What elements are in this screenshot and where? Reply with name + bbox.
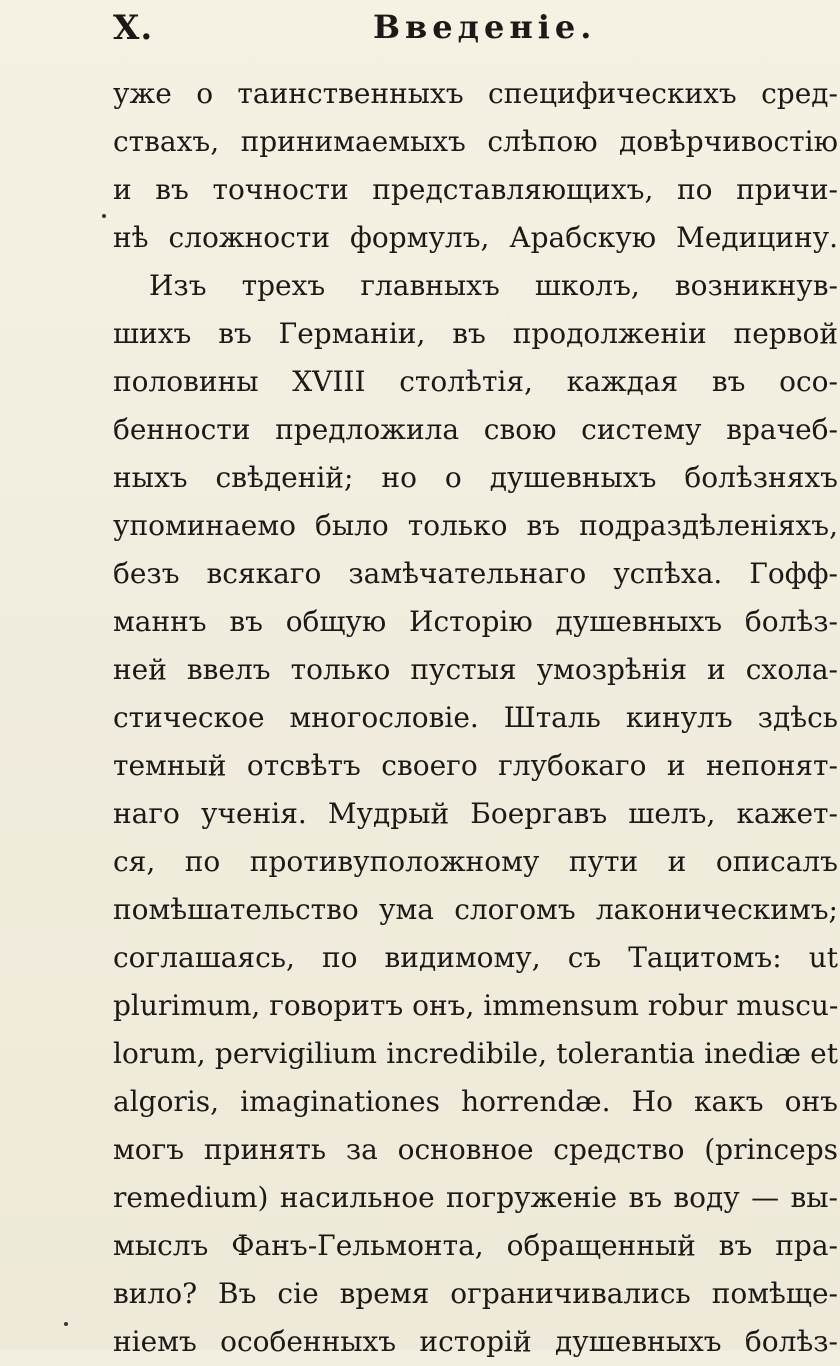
text-line: упоминаемо было только въ подраздѣленiяхъ, [113,509,838,542]
text-line: могъ принять за основное средство (princeps [113,1133,838,1166]
text-line: наго ученiя. Мудрый Боергавъ шелъ, кажет- [113,797,838,830]
text-line: соглашаясь, по видимому, съ Тацитомъ: ut [113,941,838,974]
text-line: уже о таинственныхъ специфическихъ сред- [113,77,838,110]
text-line: маннъ въ общую Исторiю душевныхъ болѣз- [113,605,838,638]
text-line: бенности предложила свою систему врачеб- [113,413,838,446]
text-line: темный отсвѣтъ своего глубокаго и непонят- [113,749,838,782]
running-header [113,8,813,52]
text-line: algoris, imaginationes horrendæ. Но какъ онъ [113,1085,838,1118]
text-line: plurimum, говоритъ онъ, immensum robur muscu- [113,989,838,1022]
text-line: нiемъ особенныхъ исторiй душевныхъ болѣз- [113,1325,838,1358]
text-line: lorum, pervigilium incredibile, tolerantia inediæ et [113,1037,838,1070]
ink-speck [102,214,106,218]
text-line: стическое многословiе. Шталь кинулъ здѣсь [113,701,838,734]
text-line: половины XVIII столѣтiя, каждая въ осо- [113,365,838,398]
text-line: помѣшательство ума слогомъ лаконическимъ; [113,893,838,926]
text-line: шихъ въ Германiи, въ продолженiи первой [113,317,838,350]
section-title: Введенiе. [373,8,597,46]
text-line: Изъ трехъ главныхъ школъ, возникнув- [149,269,838,302]
text-line: ся, по противуположному пути и описалъ [113,845,838,878]
ink-speck [64,1322,68,1326]
page-number: X. [113,8,154,48]
text-line: безъ всякаго замѣчательнаго успѣха. Гофф- [113,557,838,590]
text-line: remedium) насильное погруженiе въ воду — вы- [113,1181,838,1214]
text-line: и въ точности представляющихъ, по причи- [113,173,838,206]
text-line: ней ввелъ только пустыя умозрѣнiя и схола- [113,653,838,686]
page-body [113,70,838,1366]
text-line: ствахъ, принимаемыхъ слѣпою довѣрчивостiю [113,125,838,158]
text-line: ныхъ свѣденiй; но о душевныхъ болѣзняхъ [113,461,838,494]
text-line: вило? Въ сiе время ограничивались помѣще- [113,1277,838,1310]
text-line: нѣ сложности формулъ, Арабскую Медицину. [113,221,838,254]
text-line: мыслъ Фанъ-Гельмонта, обращенный въ пра- [113,1229,838,1262]
